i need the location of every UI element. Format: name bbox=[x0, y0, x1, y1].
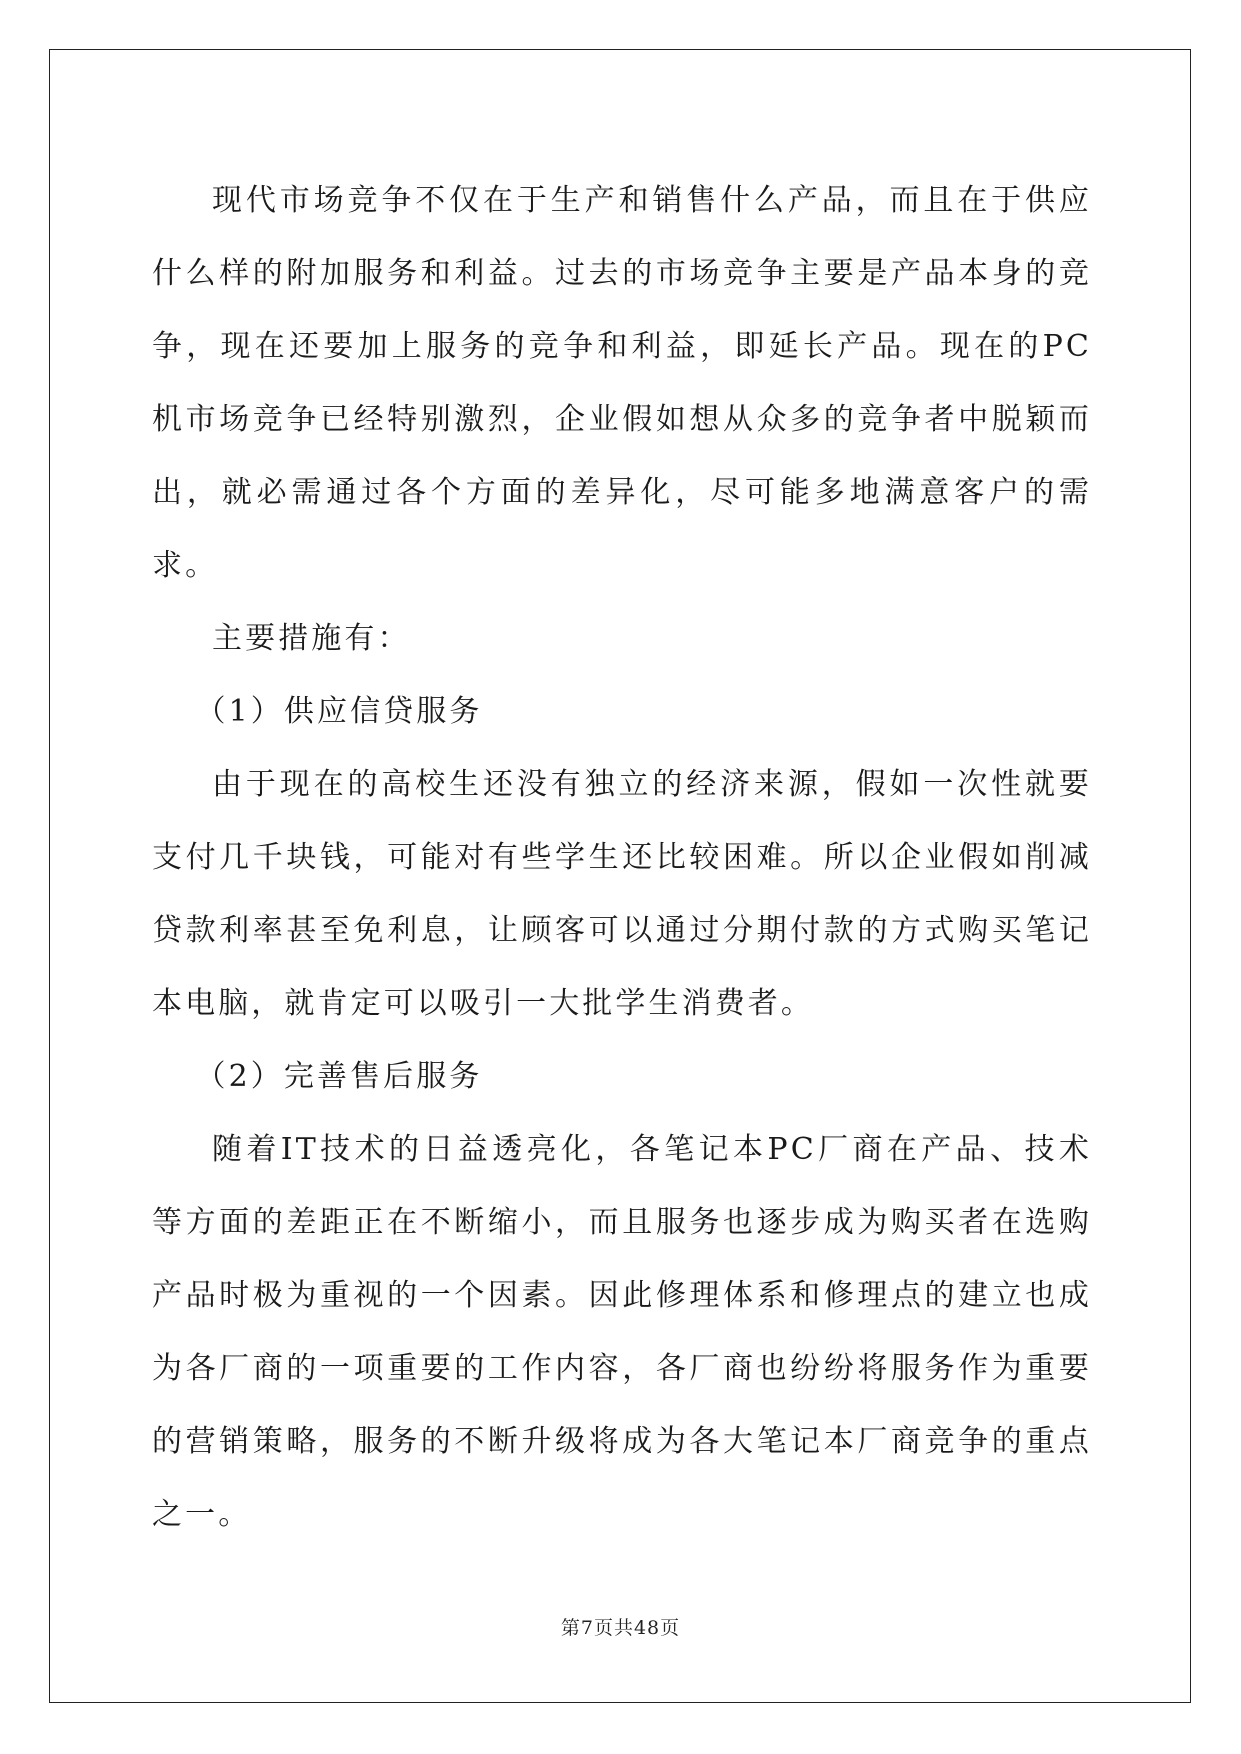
paragraph-market-competition: 现代市场竞争不仅在于生产和销售什么产品，而且在于供应什么样的附加服务和利益。过去的市场竞争主要是产品本身的竞争，现在还要加上服务的竞争和利益，即延长产品。现在的PC机市场竞争已经特别激烈，企业假如想从众多的竞争者中脱颖而出，就必需通过各个方面的差异化，尽可能多地满意客户的需求。 bbox=[152, 183, 1092, 583]
document-body bbox=[152, 164, 1092, 1551]
page-footer bbox=[0, 1613, 1241, 1640]
paragraph-after-sales-service: 随着IT技术的日益透亮化，各笔记本PC厂商在产品、技术等方面的差距正在不断缩小，而且服务也逐步成为购买者在选购产品时极为重视的一个因素。因此修理体系和修理点的建立也成为各厂商的一项重要的工作内容，各厂商也纷纷将服务作为重要的营销策略，服务的不断升级将成为各大笔记本厂商竞争的重点之一。 bbox=[152, 1132, 1092, 1532]
paragraph-main-measures: 主要措施有： bbox=[212, 621, 411, 656]
heading-credit-service: （1）供应信贷服务 bbox=[195, 694, 483, 729]
page-number: 第7页 bbox=[560, 1617, 614, 1639]
paragraph-credit-service: 由于现在的高校生还没有独立的经济来源，假如一次性就要支付几千块钱，可能对有些学生还比较困难。所以企业假如削减贷款利率甚至免利息，让顾客可以通过分期付款的方式购买笔记本电脑，就肯定可以吸引一大批学生消费者。 bbox=[152, 767, 1092, 1021]
heading-after-sales-service: （2）完善售后服务 bbox=[195, 1059, 483, 1094]
page-total: 共48页 bbox=[613, 1617, 681, 1639]
